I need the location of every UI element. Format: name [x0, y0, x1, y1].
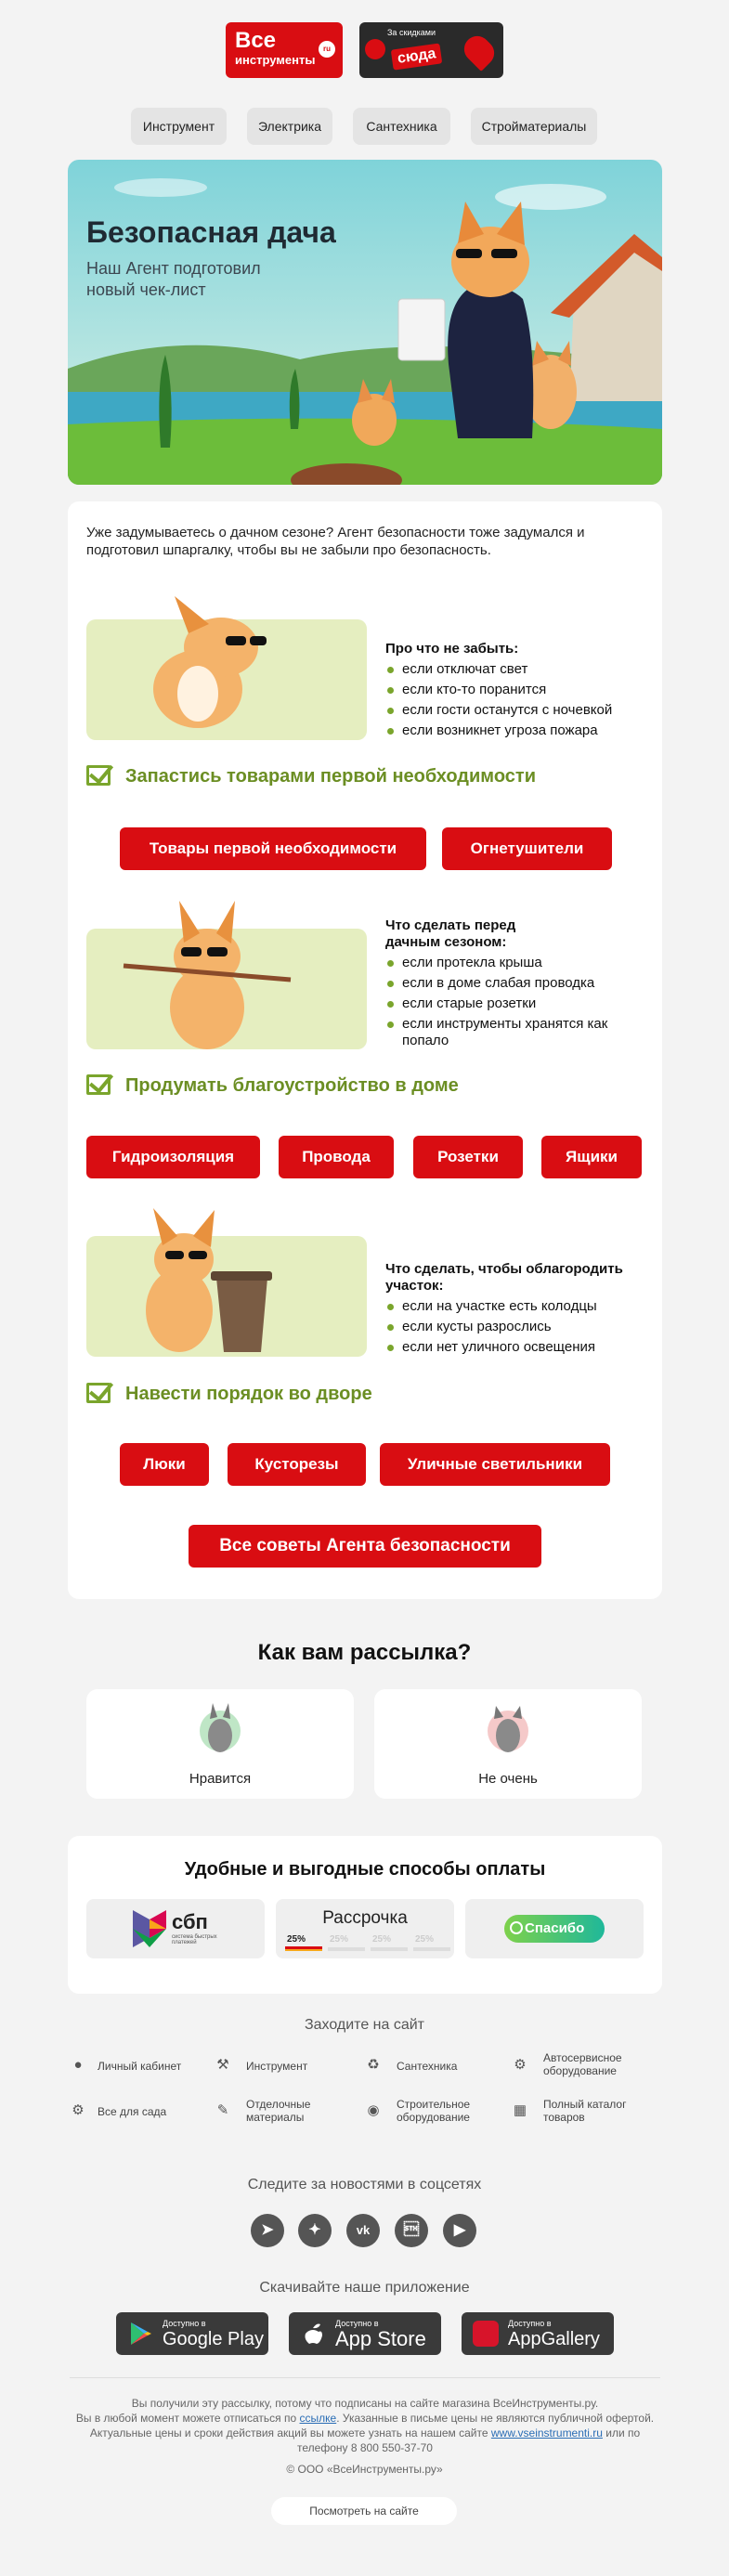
raccoon-like-icon: [197, 1698, 243, 1763]
list-item: если нет уличного освещения: [385, 1339, 645, 1356]
section-1-checkpoint: [86, 764, 536, 788]
section-2-title: Что сделать перед дачным сезоном:: [385, 917, 516, 950]
vk-icon[interactable]: vk: [346, 2214, 380, 2247]
dzen-icon[interactable]: ✦: [298, 2214, 332, 2247]
footer-line: или по телефону 8 800 550-37-70: [297, 2426, 641, 2454]
faucet-icon: ♻: [367, 2057, 380, 2073]
first-aid-goods-button[interactable]: Товары первой необходимости: [120, 827, 426, 870]
wires-button[interactable]: Провода: [279, 1136, 394, 1178]
map-pin-icon: [459, 31, 500, 72]
list-item: если в доме слабая проводка: [385, 975, 636, 992]
footer-line: . Указанные в письме цены не являются публичной офертой.: [336, 2412, 655, 2425]
footer-line: Вы в любой момент можете отписаться по: [75, 2412, 300, 2425]
social-title: Следите за новостями в соцсетях: [247, 2177, 482, 2192]
list-item: если протекла крыша: [385, 955, 636, 971]
section-3-title: Что сделать, чтобы облагородить участок:: [385, 1261, 623, 1294]
installment-bar: [328, 1947, 365, 1951]
store-name: App Store: [335, 2327, 426, 2350]
footer-line: Вы получили эту рассылку, потому что подписаны на сайте магазина ВсеИнструменты.ру.: [131, 2397, 599, 2410]
installment-bar: [371, 1947, 408, 1951]
store-name: Google Play: [163, 2329, 264, 2349]
logo-word-1: Все: [235, 28, 277, 53]
installment-percent: 25%: [287, 1934, 306, 1945]
site-link-label: Полный каталог товаров: [543, 2098, 627, 2124]
checklist-card: [68, 501, 662, 1599]
telegram-icon[interactable]: ➤: [251, 2214, 284, 2247]
section-3-list: [385, 1298, 645, 1360]
ok-icon[interactable]: : [395, 2214, 428, 2247]
feedback-like[interactable]: [86, 1689, 354, 1799]
installment-percent: 25%: [415, 1934, 435, 1945]
list-item: если старые розетки: [385, 995, 636, 1012]
fire-extinguishers-button[interactable]: Огнетушители: [442, 827, 612, 870]
installment-label: Рассрочка: [322, 1908, 408, 1928]
checkbox-icon: [86, 765, 111, 786]
dog-stick-illustration: [86, 929, 367, 1049]
installment-bar-active: [285, 1946, 322, 1951]
concrete-mixer-icon: ◉: [367, 2102, 380, 2118]
section-2-checkpoint: [86, 1073, 459, 1098]
nav-item-tools[interactable]: Инструмент: [131, 108, 227, 145]
site-link-finishing[interactable]: [215, 2097, 354, 2127]
unsubscribe-link[interactable]: ссылке: [299, 2412, 337, 2425]
nav-item-materials[interactable]: Стройматериалы: [471, 108, 597, 145]
checkpoint-text: Запастись товарами первой необходимости: [125, 766, 536, 787]
apple-icon: [300, 2321, 326, 2347]
dog-trashcan-illustration: [86, 1236, 367, 1357]
copyright: © ООО «ВсеИнструменты.ру»: [286, 2463, 443, 2476]
dislike-label: Не очень: [478, 1771, 538, 1787]
feedback-dislike[interactable]: [374, 1689, 642, 1799]
google-play-button[interactable]: [116, 2312, 268, 2355]
installment-percent: 25%: [330, 1934, 349, 1945]
boxes-button[interactable]: Ящики: [541, 1136, 642, 1178]
list-item: если отключат свет: [385, 661, 612, 678]
site-link-label: Отделочные материалы: [246, 2098, 311, 2124]
promo-small-text: За скидками: [387, 28, 436, 37]
site-link-account[interactable]: [70, 2057, 228, 2075]
site-link-construction[interactable]: [365, 2097, 504, 2127]
youtube-icon[interactable]: ▶: [443, 2214, 476, 2247]
outdoor-lights-button[interactable]: Уличные светильники: [380, 1443, 610, 1486]
like-label: Нравится: [189, 1771, 252, 1787]
spasibo-payment[interactable]: [465, 1899, 644, 1958]
payment-title: Удобные и выгодные способы оплаты: [184, 1859, 546, 1880]
nav-item-plumbing[interactable]: Сантехника: [353, 108, 450, 145]
site-link-plumbing[interactable]: [365, 2057, 495, 2075]
section-3-checkpoint: [86, 1382, 372, 1406]
app-gallery-button[interactable]: [462, 2312, 614, 2355]
waterproofing-button[interactable]: Гидроизоляция: [86, 1136, 260, 1178]
hero-subtitle: Наш Агент подготовил новый чек-лист: [86, 259, 261, 299]
site-links-title: Заходите на сайт: [304, 2017, 425, 2033]
checkbox-icon: [86, 1383, 111, 1403]
intro-text: Уже задумываетесь о дачном сезоне? Агент безопасности тоже задумался и подготовил шпаргалку, чтобы вы не забыли про безопасность.: [86, 525, 585, 558]
site-url-link[interactable]: www.vseinstrumenti.ru: [490, 2426, 603, 2439]
installment-bar: [413, 1947, 450, 1951]
site-link-tools[interactable]: [215, 2057, 354, 2075]
section-1-list: [385, 661, 612, 743]
huawei-icon: [473, 2321, 499, 2347]
installment-payment[interactable]: [276, 1899, 454, 1958]
checkpoint-text: Навести порядок во дворе: [125, 1384, 372, 1404]
all-tips-button[interactable]: Все советы Агента безопасности: [189, 1525, 541, 1568]
list-item: если кусты разрослись: [385, 1319, 645, 1335]
list-item: если кто-то поранится: [385, 682, 612, 698]
mower-icon: ⚙: [72, 2102, 85, 2118]
promo-dot-icon: [365, 39, 385, 59]
checkpoint-text: Продумать благоустройство в доме: [125, 1075, 459, 1096]
feedback-title: Как вам рассылка?: [257, 1640, 472, 1665]
nav-item-electrics[interactable]: Электрика: [247, 108, 332, 145]
hero-banner[interactable]: [68, 160, 662, 485]
drill-icon: ⚒: [216, 2057, 229, 2073]
apps-title: Скачивайте наше приложение: [259, 2280, 470, 2296]
store-caption: Доступно в: [163, 2319, 206, 2328]
hero-illustration: [68, 160, 662, 485]
site-link-label: Автосервисное оборудование: [543, 2051, 622, 2077]
site-link-label: Инструмент: [246, 2060, 308, 2073]
spasibo-label: Спасибо: [525, 1920, 585, 1936]
user-icon: ●: [73, 2057, 83, 2073]
grid-icon: ▦: [513, 2102, 527, 2118]
site-link-garden[interactable]: [70, 2102, 209, 2121]
site-link-catalog[interactable]: [512, 2097, 651, 2127]
dog-sunglasses-illustration: [86, 619, 367, 740]
hatches-button[interactable]: Люки: [120, 1443, 209, 1486]
section-1-title: Про что не забыть:: [385, 641, 519, 657]
payment-section: [68, 1836, 662, 1994]
promo-big-text: сюда: [391, 43, 443, 70]
brand-logo[interactable]: [226, 22, 343, 78]
logo-ru-badge: ru: [319, 41, 335, 58]
store-name: AppGallery: [508, 2329, 600, 2349]
section-2-list: [385, 955, 636, 1053]
promo-banner[interactable]: [359, 22, 503, 78]
view-online-button[interactable]: Посмотреть на сайте: [271, 2497, 457, 2525]
google-play-icon: [127, 2321, 153, 2347]
brush-icon: ✎: [216, 2102, 229, 2118]
raccoon-dislike-icon: [485, 1698, 531, 1763]
divider: [70, 2377, 660, 2378]
sbp-label: сбп: [172, 1910, 208, 1933]
hero-title: Безопасная дача: [86, 215, 336, 249]
list-item: если на участке есть колодцы: [385, 1298, 645, 1315]
store-caption: Доступно в: [508, 2319, 552, 2328]
logo-word-2: инструменты: [235, 53, 316, 67]
wrench-icon: ⚙: [514, 2057, 527, 2073]
sbp-payment[interactable]: [86, 1899, 265, 1958]
site-link-label: Все для сада: [98, 2105, 167, 2118]
list-item: если инструменты хранятся как попало: [385, 1016, 636, 1049]
store-caption: Доступно в: [335, 2319, 379, 2328]
site-link-label: Сантехника: [397, 2060, 458, 2073]
spasibo-logo: [504, 1915, 605, 1943]
list-item: если возникнет угроза пожара: [385, 722, 612, 739]
hedge-trimmers-button[interactable]: Кусторезы: [228, 1443, 366, 1486]
sockets-button[interactable]: Розетки: [413, 1136, 523, 1178]
site-link-label: Строительное оборудование: [397, 2098, 471, 2124]
sbp-sublabel: система быстрых платежей: [172, 1934, 217, 1945]
site-link-label: Личный кабинет: [98, 2060, 182, 2073]
installment-percent: 25%: [372, 1934, 392, 1945]
site-link-auto-service[interactable]: [512, 2050, 651, 2080]
sbp-logo-icon: [131, 1908, 168, 1949]
list-item: если гости останутся с ночевкой: [385, 702, 612, 719]
checkbox-icon: [86, 1074, 111, 1095]
footer-line: Актуальные цены и сроки действия акций вы можете узнать на нашем сайте: [89, 2426, 491, 2439]
footer-text: [70, 2396, 660, 2455]
spasibo-check-icon: [510, 1921, 523, 1934]
app-store-button[interactable]: [289, 2312, 441, 2355]
